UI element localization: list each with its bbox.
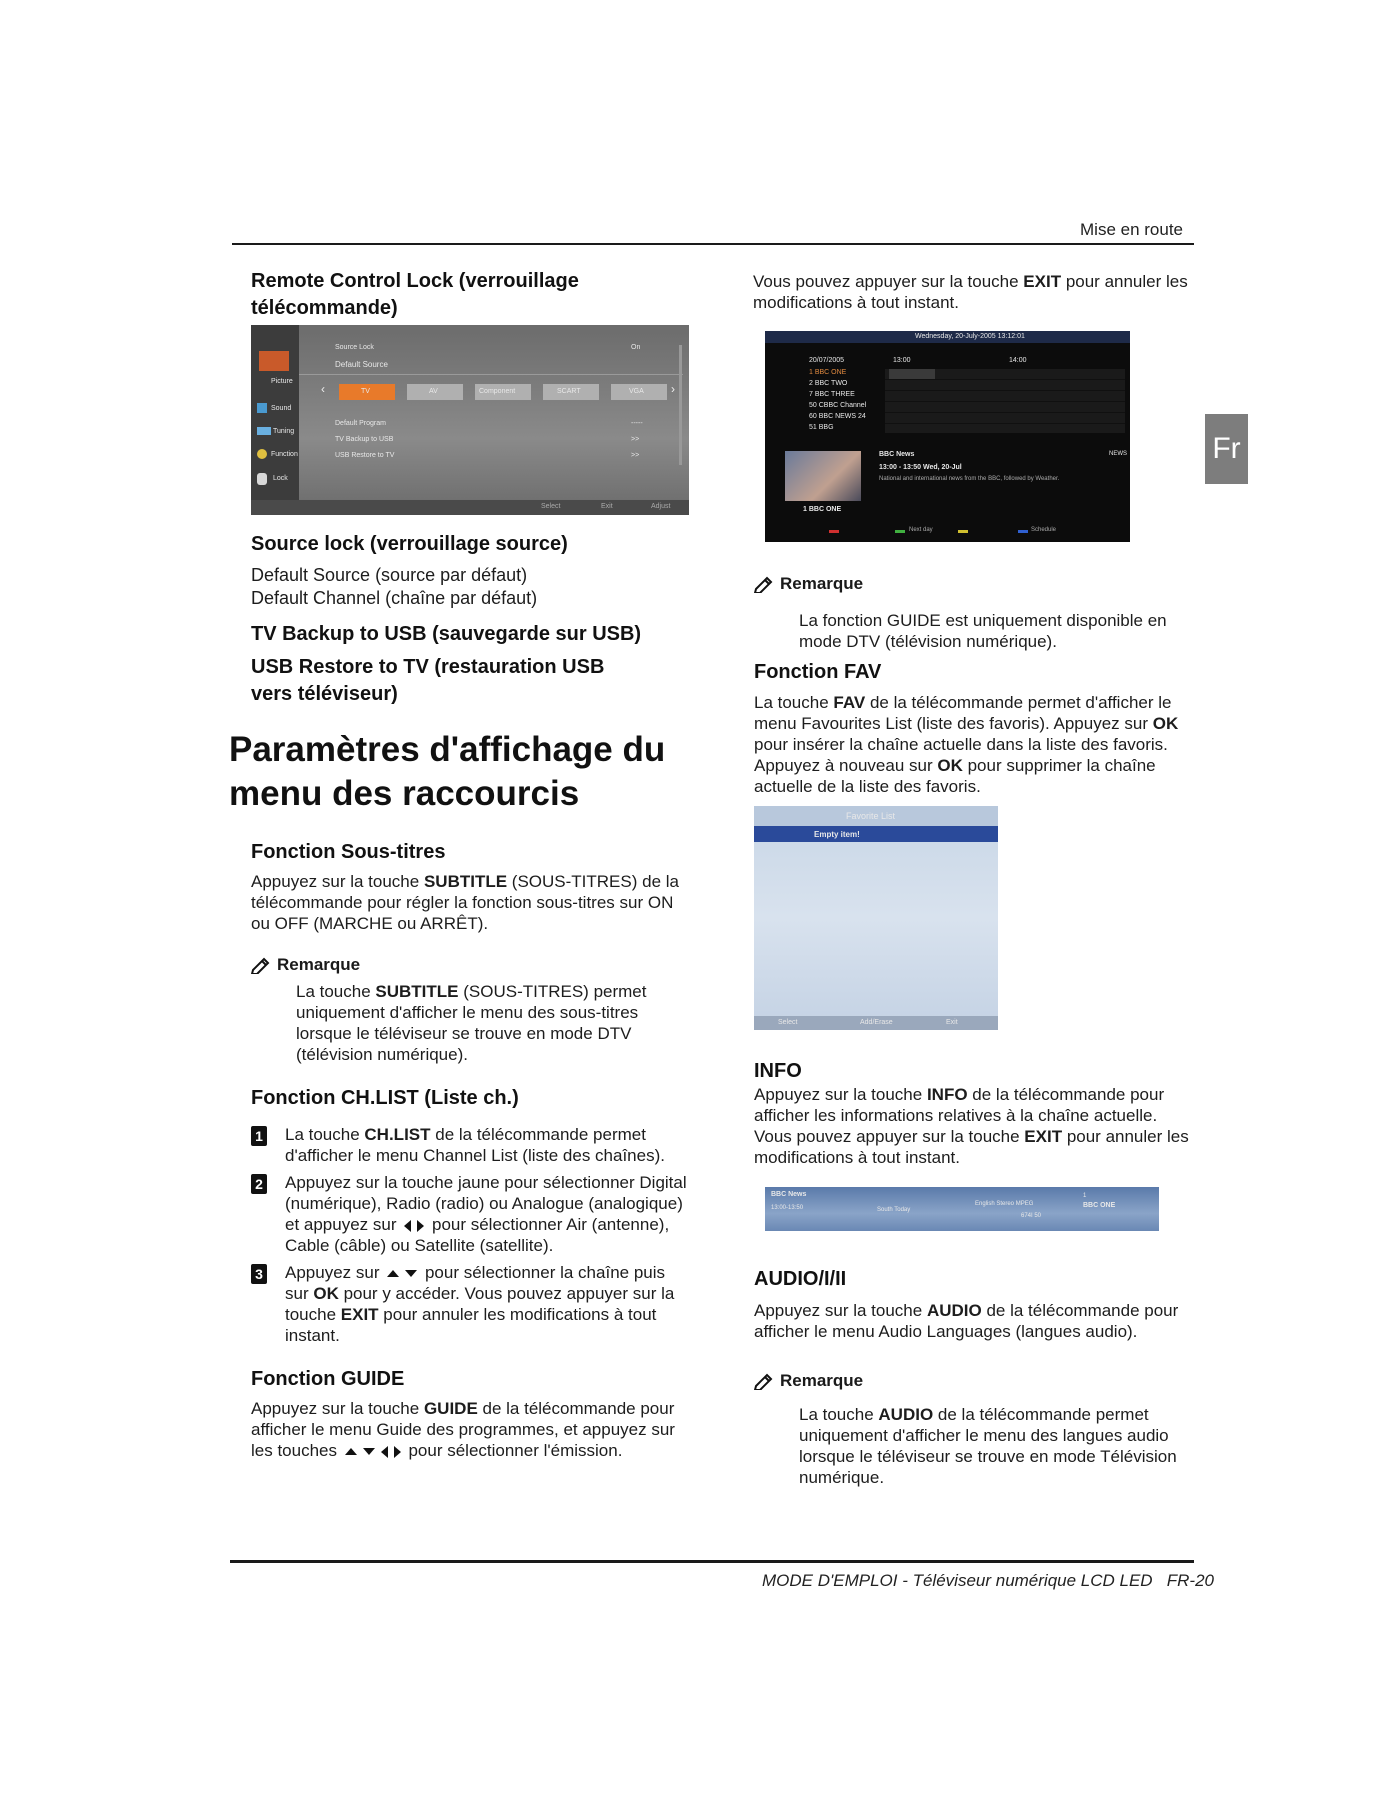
menu-sidebar-function: Function [271,451,298,458]
up-arrow-icon [387,1270,399,1277]
language-tab: Fr [1205,414,1248,484]
step-number-3: 3 [251,1264,267,1284]
footer-rule [230,1560,1194,1563]
favorite-list-screenshot: Favorite List Empty item! Select Add/Erase Exit [754,806,998,1030]
pencil-icon [754,1372,774,1390]
lock-icon [257,473,267,485]
right-arrow-icon [417,1220,424,1232]
chlist-title: Fonction CH.LIST (Liste ch.) [251,1087,519,1109]
left-arrow-icon [404,1220,411,1232]
source-option-av: AV [407,384,463,400]
lock-menu-screenshot: Picture Sound Tuning Function Lock Source Lock On Default Source ‹ TV AV Component SCART VGA › Default Program ----- TV Backup to USB >> USB Restore to TV >> Select Exit Adjust [251,325,689,515]
menu-row-tv-backup: TV Backup to USB [335,436,394,443]
step-1: 1 La touche CH.LIST de la télécommande permet d'afficher le menu Channel List (liste des chaînes). [251,1124,691,1166]
note-2-head: Remarque [754,574,863,594]
source-option-component: Component [475,384,531,400]
default-channel-line: Default Channel (chaîne par défaut) [251,588,538,608]
video-preview [785,451,861,501]
step-2: 2 Appuyez sur la touche jaune pour sélectionner Digital (numérique), Radio (radio) ou Analogue (analogique) et appuyez sur pour sélectionner Air (antenne), Cable (câble) ou Satellite (satellite). [251,1172,691,1256]
guide-title: Fonction GUIDE [251,1368,405,1390]
section-label: Mise en route [1080,220,1183,239]
remote-lock-title: Remote Control Lock (verrouillage télécommande) [251,270,579,319]
subtitle-title: Fonction Sous-titres [251,841,446,863]
sound-icon [257,403,267,413]
star-icon [257,449,267,459]
subtitle-body: Appuyez sur la touche SUBTITLE (SOUS-TITRES) de la télécommande pour régler la fonction sous-titres sur ON ou OFF (MARCHE ou ARRÊT). [251,872,679,933]
info-body: Appuyez sur la touche INFO de la télécommande pour afficher les informations relatives à la chaîne actuelle. Vous pouvez appuyer sur la touche EXIT pour annuler les modifications à tout instant. [754,1085,1189,1167]
menu-sidebar-lock: Lock [273,475,288,482]
step-number-2: 2 [251,1174,267,1194]
info-banner-screenshot: BBC News 13:00-13:50 South Today English Stereo MPEG 674I 50 1 BBC ONE [765,1187,1159,1231]
note-1-body: La touche SUBTITLE (SOUS-TITRES) permet uniquement d'afficher le menu des sous-titres lorsque le téléviseur se trouve en mode DTV (télévision numérique). [296,982,647,1064]
down-arrow-icon [363,1448,375,1455]
tuning-icon [257,427,271,435]
info-title: INFO [754,1060,802,1082]
epg-screenshot: Wednesday, 20-July-2005 13:12:01 20/07/2005 13:00 14:00 1 BBC ONE 2 BBC TWO 7 BBC THREE 50 CBBC Channel 60 BBC NEWS 24 51 BBG BBC News 13:00 - 13:50 Wed, 20-Jul National and international news from the BBC, followed by Weather. NEWS 1 BBC ONE Next day Schedule [765,331,1130,542]
menu-sidebar-picture: Picture [271,378,293,385]
note-3-body: La touche AUDIO de la télécommande permet uniquement d'afficher le menu des langues audio lorsque le téléviseur se trouve en mode Télévision numérique. [799,1405,1177,1487]
usb-restore-title: USB Restore to TV (restauration USB vers téléviseur) [251,656,605,705]
note-2-body: La fonction GUIDE est uniquement disponible en mode DTV (télévision numérique). [799,611,1167,651]
menu-row-source-lock: Source Lock [335,344,374,351]
picture-icon [259,351,289,371]
source-option-scart: SCART [543,384,599,400]
source-lock-title: Source lock (verrouillage source) [251,533,568,555]
fav-title: Fonction FAV [754,661,882,683]
menu-sidebar-sound: Sound [271,405,292,412]
epg-date: 20/07/2005 [809,357,845,364]
tv-backup-title: TV Backup to USB (sauvegarde sur USB) [251,623,642,645]
header-rule [232,243,1194,245]
footer-text: MODE D'EMPLOI - Téléviseur numérique LCD LED FR-20 [762,1571,1214,1590]
right-arrow-icon [394,1446,401,1458]
main-heading: Paramètres d'affichage du menu des raccourcis [229,730,666,813]
source-option-vga: VGA [611,384,667,400]
favorite-list-title: Favorite List [846,811,896,821]
exit-body: Vous pouvez appuyer sur la touche EXIT pour annuler les modifications à tout instant. [753,272,1188,312]
audio-body: Appuyez sur la touche AUDIO de la télécommande pour afficher le menu Audio Languages (langues audio). [754,1301,1179,1341]
source-option-tv: TV [339,384,395,400]
note-3-head: Remarque [754,1371,863,1391]
up-arrow-icon [345,1448,357,1455]
pencil-icon [754,575,774,593]
note-1-head: Remarque [251,955,360,975]
menu-sidebar-tuning: Tuning [273,428,295,435]
fav-body: La touche FAV de la télécommande permet d'afficher le menu Favourites List (liste des favoris). Appuyez sur OK pour insérer la chaîne actuelle dans la liste des favoris. Appuyez à nouveau sur OK pour supprimer la chaîne actuelle de la liste des favoris. [754,693,1179,796]
audio-title: AUDIO/I/II [754,1268,847,1290]
guide-body: Appuyez sur la touche GUIDE de la télécommande pour afficher le menu Guide des programmes, et appuyez sur les touches pour sélectionner l'émission. [251,1399,675,1460]
menu-row-usb-restore: USB Restore to TV [335,452,395,459]
left-arrow-icon [381,1446,388,1458]
menu-row-default-program: Default Program [335,420,386,427]
epg-channel: 1 BBC ONE [803,506,842,513]
default-source-line: Default Source (source par défaut) [251,565,528,585]
pencil-icon [251,956,271,974]
menu-row-default-source: Default Source [335,360,388,369]
step-3: 3 Appuyez sur pour sélectionner la chaîne puis sur OK pour y accéder. Vous pouvez appuyer sur la touche EXIT pour annuler les modifications à tout instant. [251,1262,691,1346]
source-lock-lines [251,564,537,610]
favorite-list-item: Empty item! [814,830,860,839]
epg-programme: BBC News [879,451,915,458]
menu-row-source-lock-value: On [631,344,641,351]
epg-top-bar: Wednesday, 20-July-2005 13:12:01 [915,333,1025,340]
step-number-1: 1 [251,1126,267,1146]
chlist-steps [251,1124,691,1346]
down-arrow-icon [405,1270,417,1277]
